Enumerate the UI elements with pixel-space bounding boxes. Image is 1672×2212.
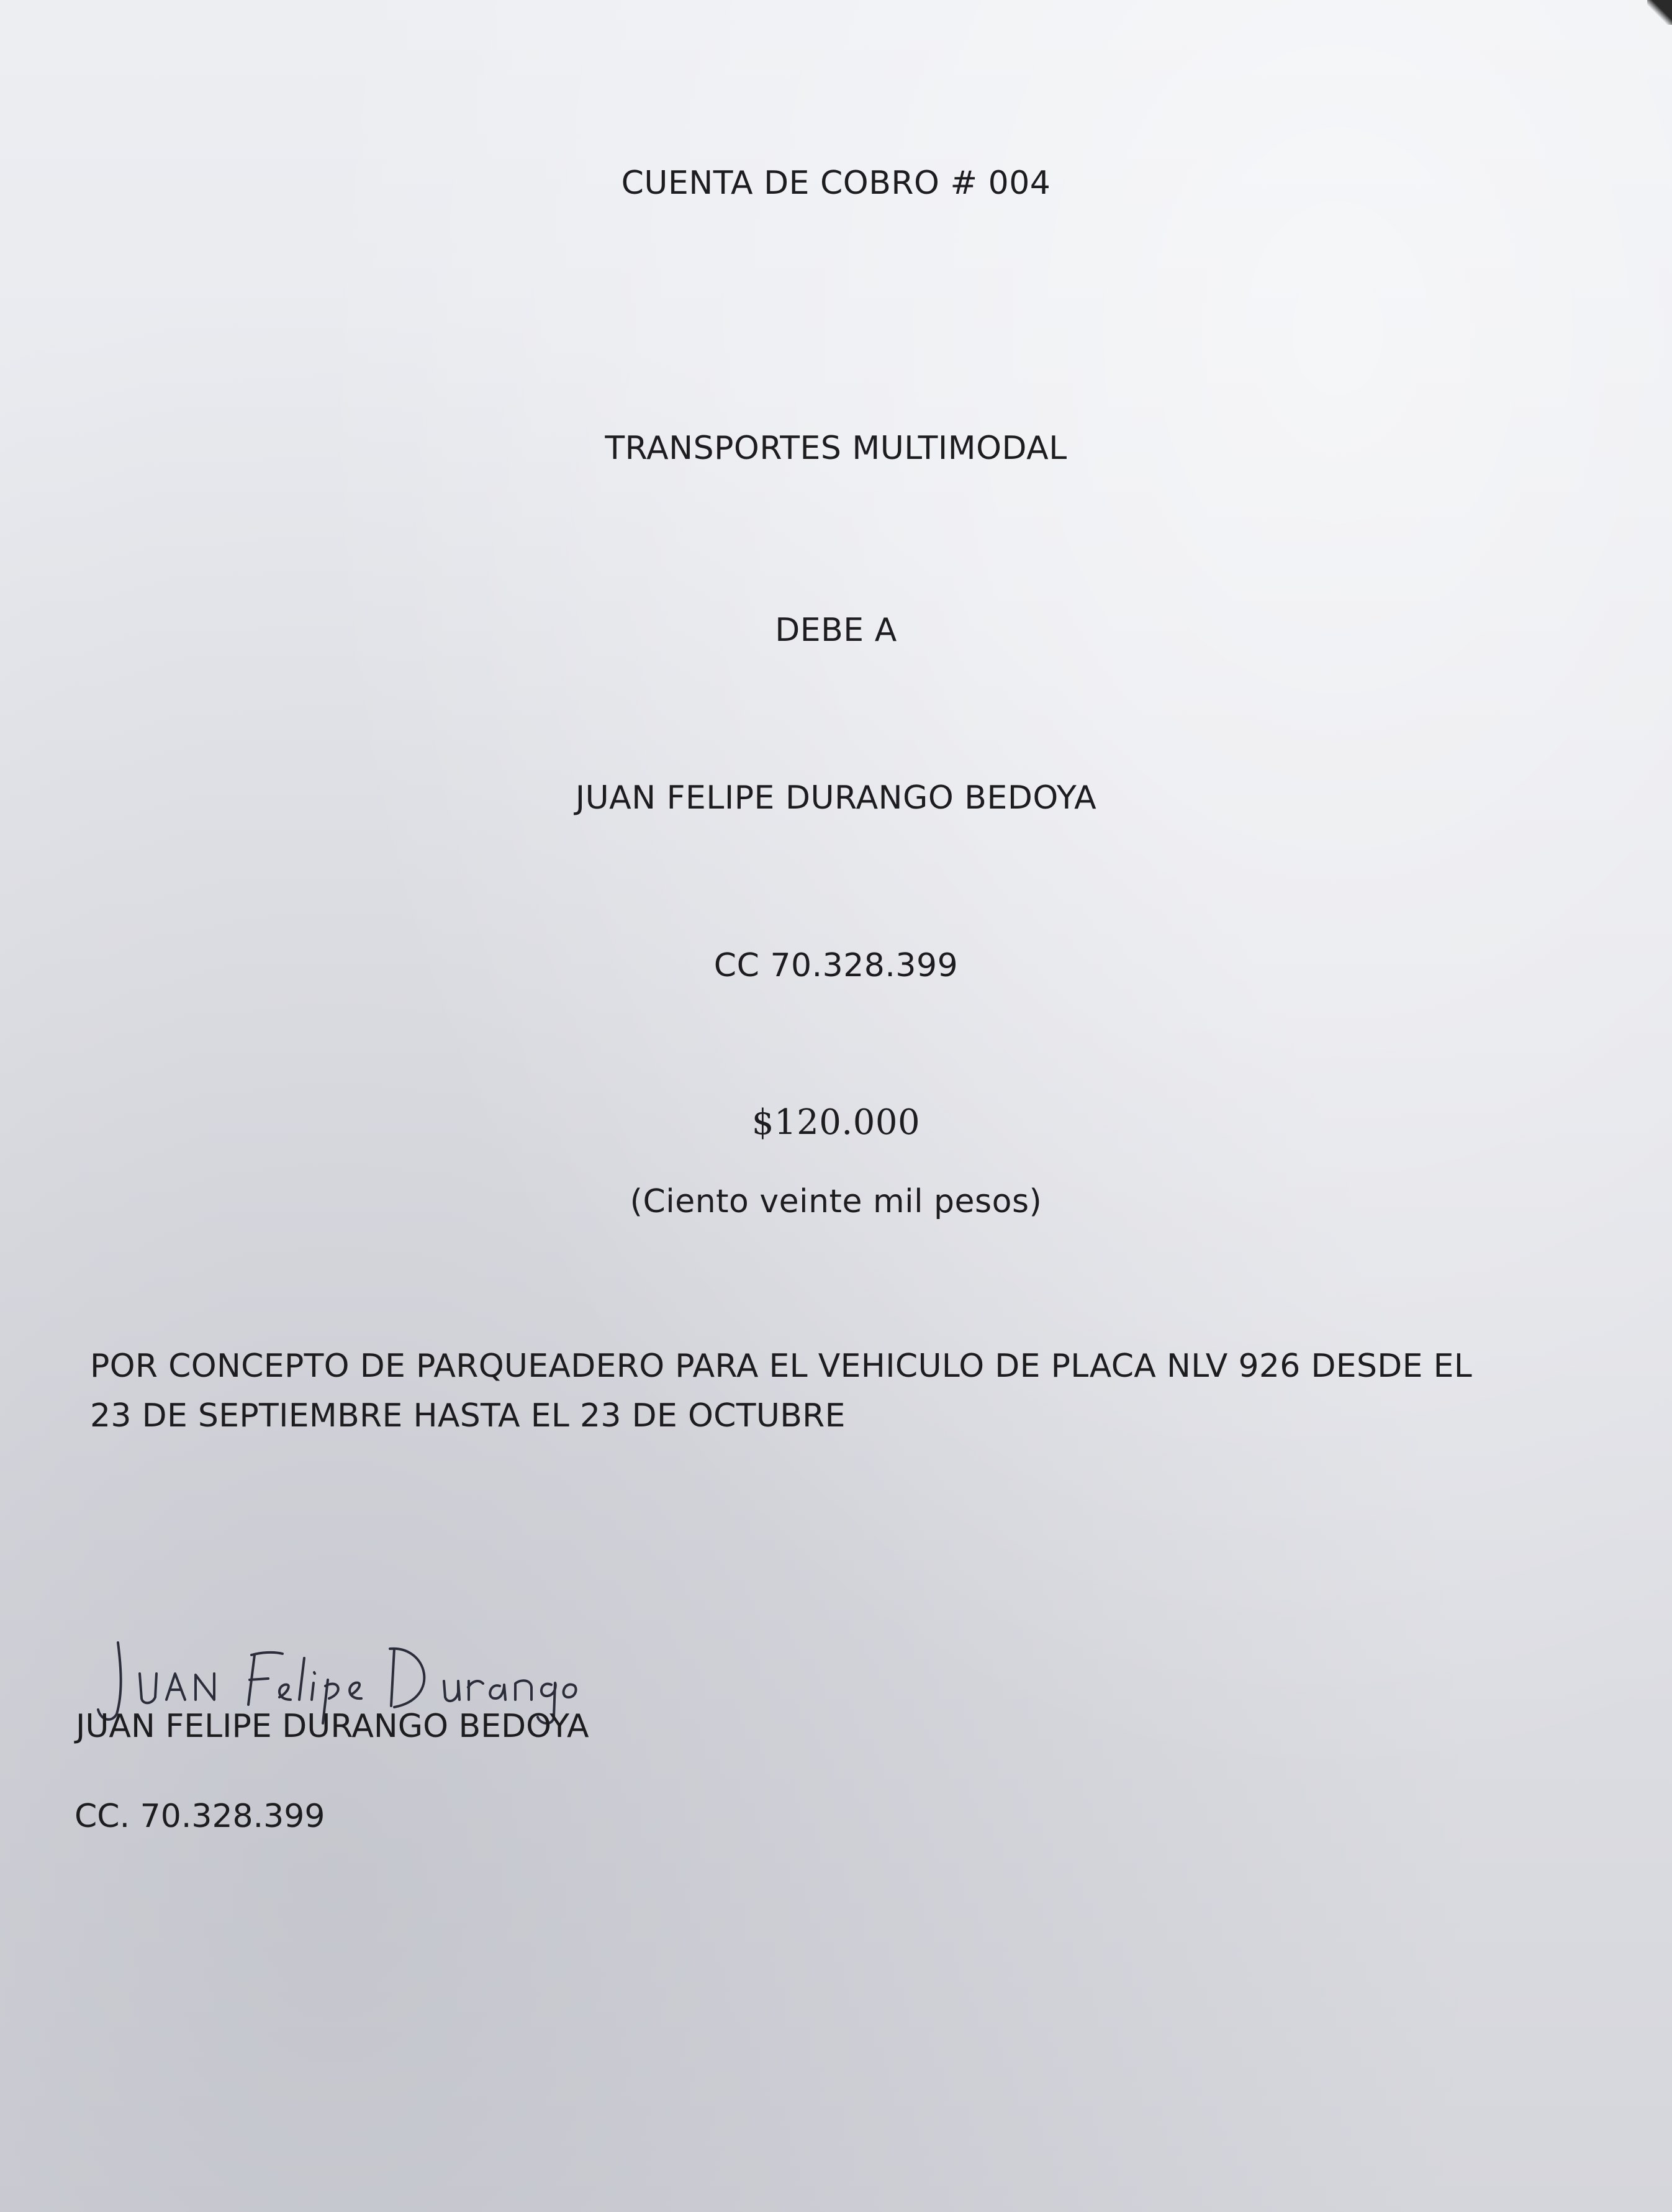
amount: $120.000 xyxy=(751,1102,921,1143)
signer-printed-name: JUAN FELIPE DURANGO BEDOYA xyxy=(76,1708,589,1745)
payment-concept: POR CONCEPTO DE PARQUEADERO PARA EL VEHICULO DE PLACA NLV 926 DESDE EL 23 DE SEPTIEMBRE HASTA EL 23 DE OCTUBRE xyxy=(90,1348,1472,1435)
company-name: TRANSPORTES MULTIMODAL xyxy=(605,430,1067,467)
corner-shadow xyxy=(1647,0,1672,25)
signer-id: CC. 70.328.399 xyxy=(75,1798,325,1835)
owes-to-label: DEBE A xyxy=(775,612,897,649)
document-title: CUENTA DE COBRO # 004 xyxy=(621,165,1051,202)
creditor-id: CC 70.328.399 xyxy=(713,947,959,984)
amount-in-words: (Ciento veinte mil pesos) xyxy=(630,1183,1042,1220)
creditor-name: JUAN FELIPE DURANGO BEDOYA xyxy=(575,779,1097,817)
